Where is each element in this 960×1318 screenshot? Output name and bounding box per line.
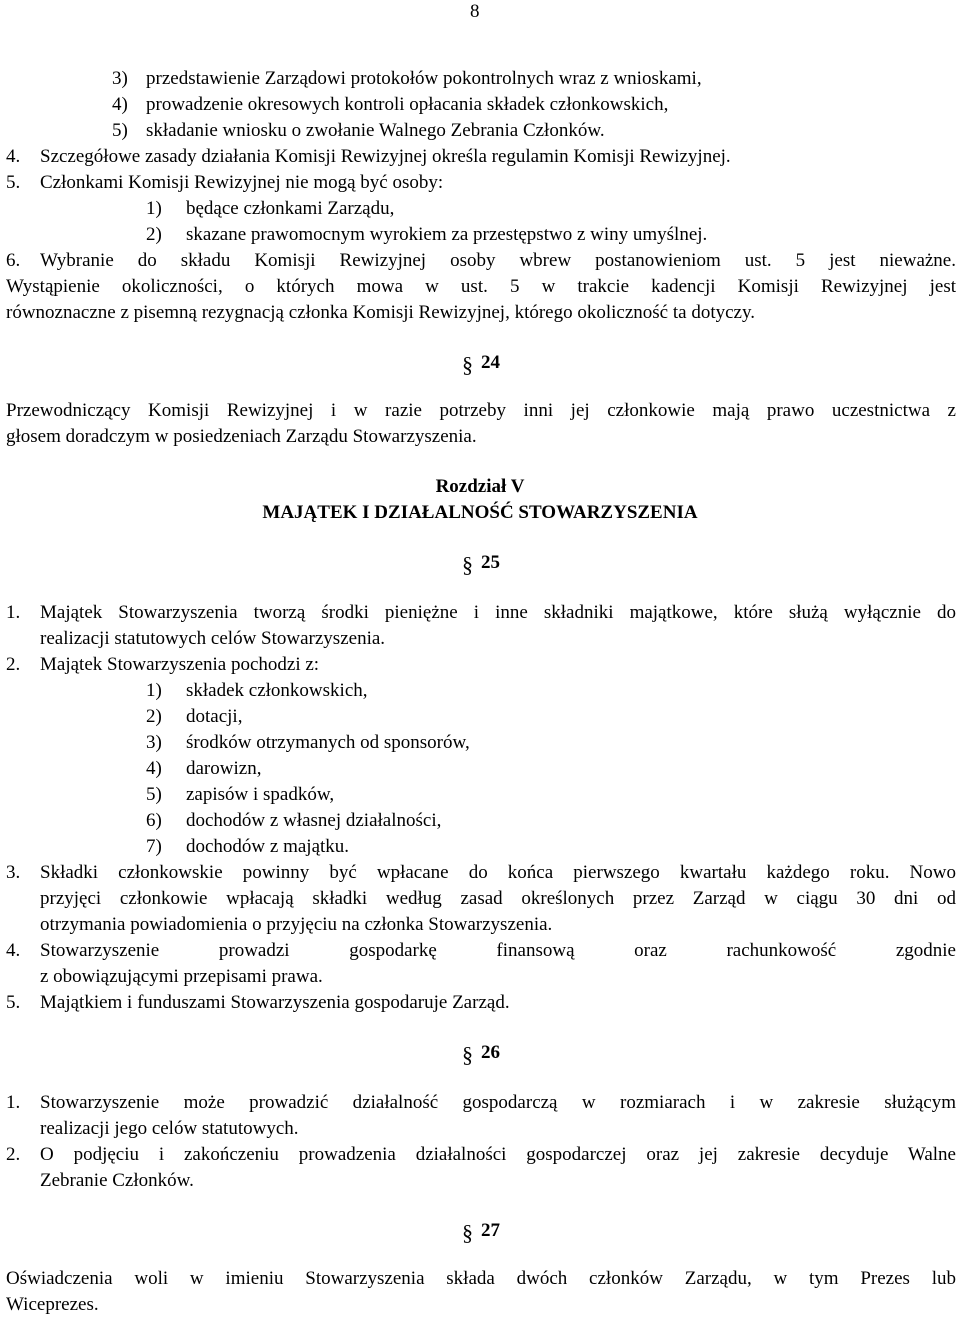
paragraph-line: Oświadczenia woli w imieniu Stowarzyszenia składa dwóch członków Zarządu, w tym Prezes lub	[6, 1268, 956, 1289]
item-number: 5.	[6, 992, 21, 1013]
list-item-text: składek członkowskich,	[186, 680, 368, 701]
list-item-text: zapisów i spadków,	[186, 784, 335, 805]
item-number: 6.	[6, 250, 21, 271]
item-text-line: z obowiązującymi przepisami prawa.	[40, 966, 323, 987]
section-symbol: §	[462, 352, 473, 377]
item-text-line: otrzymania powiadomienia o przyjęciu na członka Stowarzyszenia.	[40, 914, 553, 935]
list-item-text: będące członkami Zarządu,	[186, 198, 395, 219]
item-text: Szczegółowe zasady działania Komisji Rewizyjnej określa regulamin Komisji Rewizyjnej.	[40, 146, 731, 167]
item-text-line: Stowarzyszenie prowadzi gospodarkę finansową oraz rachunkowość zgodnie	[40, 940, 956, 961]
item-text-line: Wybranie do składu Komisji Rewizyjnej osoby wbrew postanowieniom ust. 5 jest nieważne.	[40, 250, 956, 271]
chapter-label: Rozdział V	[435, 476, 525, 497]
paragraph-line: Wiceprezes.	[6, 1294, 99, 1315]
list-item-text: dotacji,	[186, 706, 243, 727]
item-text-line: Majątek Stowarzyszenia tworzą środki pieniężne i inne składniki majątkowe, które służą wyłącznie do	[40, 602, 956, 623]
section-heading-24	[462, 348, 500, 376]
list-item-number: 4)	[112, 94, 128, 115]
section-number: 26	[481, 1042, 500, 1063]
item-number: 1.	[6, 602, 21, 623]
section-number: 25	[481, 552, 500, 573]
paragraph-line: Przewodniczący Komisji Rewizyjnej i w razie potrzeby inni jej członkowie mają prawo uczestnictwa z	[6, 400, 956, 421]
list-item-text: dochodów z własnej działalności,	[186, 810, 442, 831]
item-text-line: Wystąpienie okoliczności, o których mowa w ust. 5 w trakcie kadencji Komisji Rewizyjnej jest	[6, 276, 956, 297]
list-item-number: 6)	[146, 810, 162, 831]
item-text-line: Zebranie Członków.	[40, 1170, 194, 1191]
section-heading-26	[462, 1038, 500, 1066]
item-text-line: Składki członkowskie powinny być wpłacane do końca pierwszego kwartału każdego roku. Nowo	[40, 862, 956, 883]
list-item-number: 4)	[146, 758, 162, 779]
section-symbol: §	[462, 1042, 473, 1067]
list-item-number: 3)	[146, 732, 162, 753]
item-number: 4.	[6, 940, 21, 961]
item-text-line: Stowarzyszenie może prowadzić działalność gospodarczą w rozmiarach i w zakresie służącym	[40, 1092, 956, 1113]
list-item-number: 5)	[112, 120, 128, 141]
list-item-text: skazane prawomocnym wyrokiem za przestępstwo z winy umyślnej.	[186, 224, 708, 245]
item-text: Członkami Komisji Rewizyjnej nie mogą być osoby:	[40, 172, 444, 193]
list-item-text: składanie wniosku o zwołanie Walnego Zebrania Członków.	[146, 120, 605, 141]
item-text-line: realizacji statutowych celów Stowarzyszenia.	[40, 628, 386, 649]
item-number: 2.	[6, 1144, 21, 1165]
item-text-line: Majątkiem i funduszami Stowarzyszenia gospodaruje Zarząd.	[40, 992, 510, 1013]
item-text: Majątek Stowarzyszenia pochodzi z:	[40, 654, 320, 675]
list-item-number: 1)	[146, 680, 162, 701]
item-text-line: O podjęciu i zakończeniu prowadzenia działalności gospodarczej oraz jej zakresie decyduje Walne	[40, 1144, 956, 1165]
list-item-number: 2)	[146, 706, 162, 727]
list-item-number: 1)	[146, 198, 162, 219]
item-number: 5.	[6, 172, 21, 193]
item-text-line: realizacji jego celów statutowych.	[40, 1118, 299, 1139]
item-number: 1.	[6, 1092, 21, 1113]
chapter-title: MAJĄTEK I DZIAŁALNOŚĆ STOWARZYSZENIA	[262, 502, 698, 523]
item-text-line: przyjęci członkowie wpłacają składki według zasad określonych przez Zarząd w ciągu 30 dni od	[40, 888, 956, 909]
item-text-line: równoznaczne z pisemną rezygnacją członka Komisji Rewizyjnej, którego okoliczność ta dotyczy.	[6, 302, 755, 323]
section-number: 27	[481, 1220, 500, 1241]
list-item-text: darowizn,	[186, 758, 262, 779]
list-item-number: 3)	[112, 68, 128, 89]
section-symbol: §	[462, 552, 473, 577]
list-item-number: 5)	[146, 784, 162, 805]
list-item-text: prowadzenie okresowych kontroli opłacania składek członkowskich,	[146, 94, 669, 115]
list-item-text: przedstawienie Zarządowi protokołów pokontrolnych wraz z wnioskami,	[146, 68, 702, 89]
section-number: 24	[481, 352, 500, 373]
section-heading-27	[462, 1216, 500, 1244]
item-number: 2.	[6, 654, 21, 675]
item-number: 4.	[6, 146, 21, 167]
section-symbol: §	[462, 1220, 473, 1245]
list-item-number: 7)	[146, 836, 162, 857]
list-item-text: środków otrzymanych od sponsorów,	[186, 732, 470, 753]
item-number: 3.	[6, 862, 21, 883]
list-item-text: dochodów z majątku.	[186, 836, 350, 857]
list-item-number: 2)	[146, 224, 162, 245]
section-heading-25	[462, 548, 500, 576]
paragraph-line: głosem doradczym w posiedzeniach Zarządu Stowarzyszenia.	[6, 426, 477, 447]
page-number: 8	[470, 1, 480, 22]
